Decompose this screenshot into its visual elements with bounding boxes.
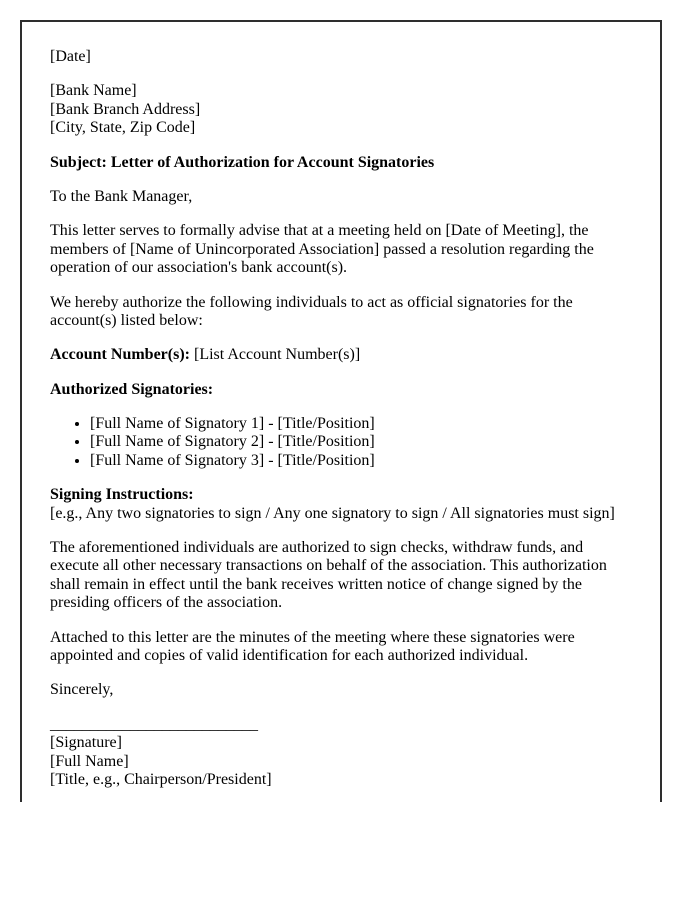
letter-page — [20, 20, 662, 802]
bank-name-line: [Bank Name] — [50, 82, 137, 100]
signature-block — [50, 716, 632, 790]
signing-instructions-label: Signing Instructions: — [50, 486, 194, 504]
title-placeholder: [Title, e.g., Chairperson/President] — [50, 770, 272, 788]
signing-instructions-block — [50, 486, 632, 523]
account-numbers-line — [50, 346, 632, 364]
attachments-paragraph: Attached to this letter are the minutes of the meeting where these signatories were appointed and copies of valid identification for each authorized individual. — [50, 628, 575, 664]
authorization-scope-paragraph: The aforementioned individuals are authorized to sign checks, withdraw funds, and execute all other necessary transactions on behalf of the association. This authorization shall remain in effect until the bank receives written notice of change signed by the presiding officers of the association. — [50, 539, 607, 612]
signatory-item: • [Full Name of Signatory 3] - [Title/Position] — [90, 452, 632, 470]
signing-instructions-value: [e.g., Any two signatories to sign / Any one signatory to sign / All signatories must sign] — [50, 504, 615, 522]
closing-line: Sincerely, — [50, 681, 114, 699]
bank-branch-address-line: [Bank Branch Address] — [50, 100, 201, 118]
date-line: [Date] — [50, 48, 91, 65]
account-numbers-label: Account Number(s): — [50, 346, 190, 364]
account-numbers-value: [List Account Number(s)] — [193, 346, 361, 364]
signatory-item: • [Full Name of Signatory 2] - [Title/Position] — [90, 433, 632, 451]
subject-line: Subject: Letter of Authorization for Account Signatories — [50, 153, 435, 171]
signature-rule-line: __________________________ — [50, 715, 258, 733]
city-state-zip-line: [City, State, Zip Code] — [50, 119, 196, 137]
signature-placeholder: [Signature] — [50, 734, 122, 752]
full-name-placeholder: [Full Name] — [50, 752, 129, 770]
authorization-paragraph: We hereby authorize the following individuals to act as official signatories for the account(s) listed below: — [50, 293, 573, 329]
recipient-address-block — [50, 82, 632, 137]
intro-paragraph: This letter serves to formally advise that at a meeting held on [Date of Meeting], the members of [Name of Unincorporated Association] passed a resolution regarding the operation of our association's bank account(s). — [50, 222, 594, 277]
signatory-item: • [Full Name of Signatory 1] - [Title/Position] — [90, 415, 632, 433]
salutation-line: To the Bank Manager, — [50, 187, 193, 205]
signatories-list — [50, 415, 632, 470]
authorized-signatories-heading: Authorized Signatories: — [50, 380, 214, 398]
